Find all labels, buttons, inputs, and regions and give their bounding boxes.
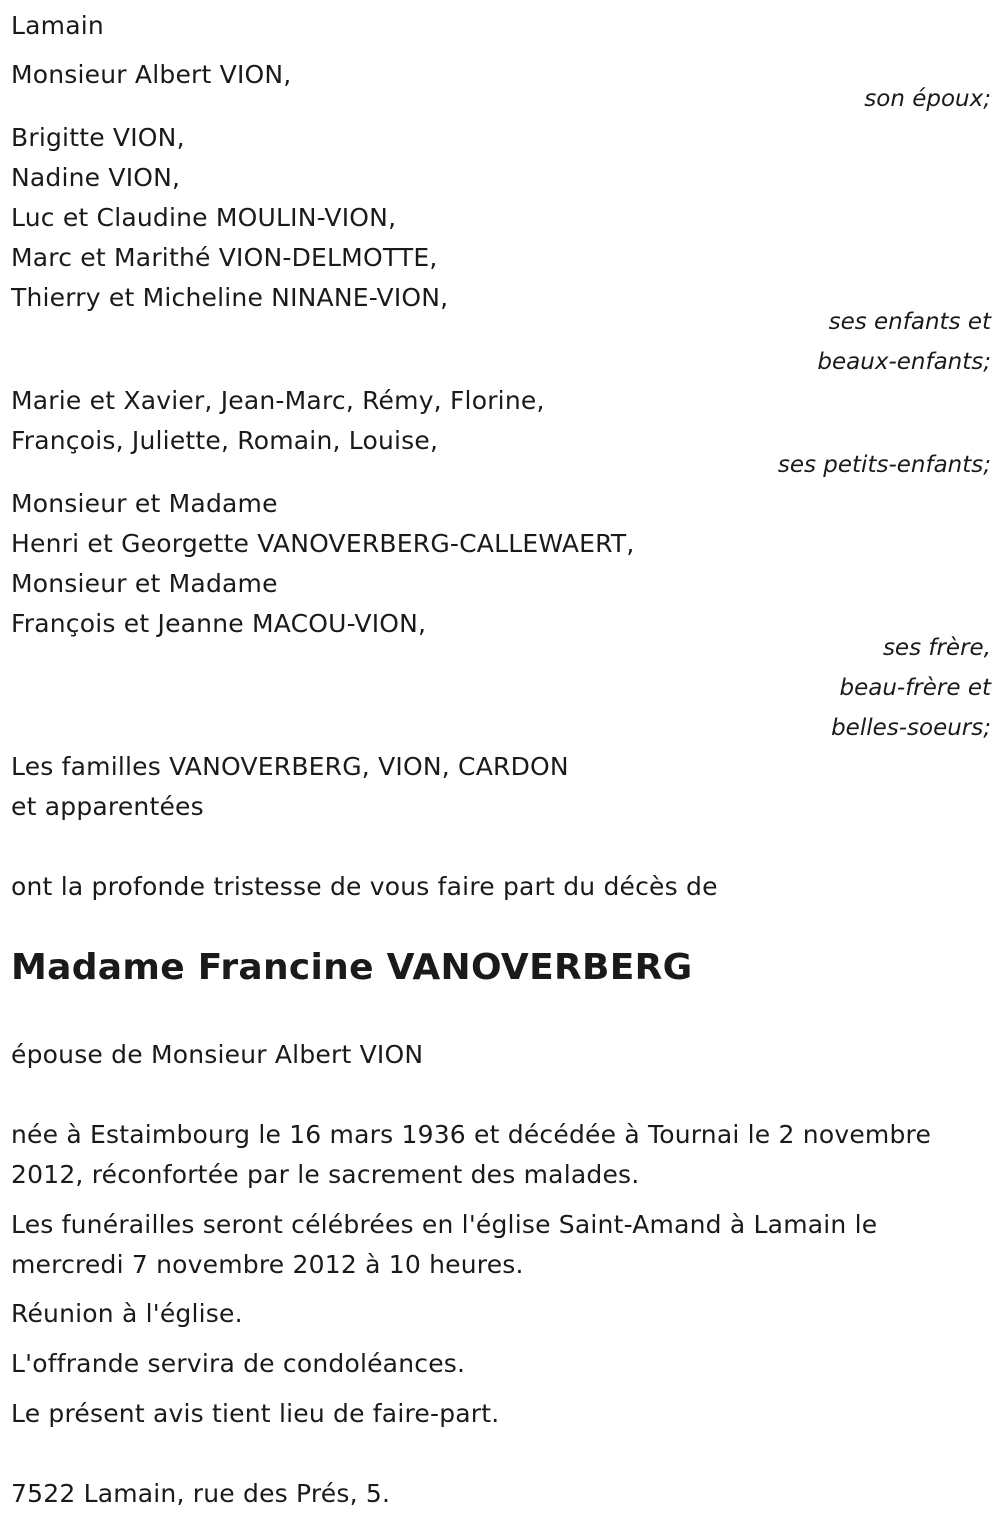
siblings-relation: ses frère,: [882, 635, 991, 661]
sibling-name: Henri et Georgette VANOVERBERG-CALLEWAERT,: [11, 529, 635, 558]
child-name: Luc et Claudine MOULIN-VION,: [11, 203, 397, 232]
deceased-name: Madame Francine VANOVERBERG: [11, 947, 693, 988]
grandchildren-names: Marie et Xavier, Jean-Marc, Rémy, Florine,: [11, 386, 545, 415]
children-relation: ses enfants et: [828, 309, 991, 335]
funeral-text: Les funérailles seront célébrées en l'église Saint-Amand à Lamain le mercredi 7 novembre 2012 à 10 heures.: [11, 1210, 878, 1279]
siblings-relation: beau-frère et: [839, 675, 991, 701]
spouse-name: Monsieur Albert VION,: [11, 60, 292, 89]
address-text: 7522 Lamain, rue des Prés, 5.: [11, 1479, 391, 1508]
child-name: Marc et Marithé VION-DELMOTTE,: [11, 243, 438, 272]
grandchildren-relation: ses petits-enfants;: [777, 452, 991, 478]
families-line: et apparentées: [11, 792, 204, 821]
meeting-text: Réunion à l'église.: [11, 1299, 243, 1328]
notice-text: Le présent avis tient lieu de faire-part.: [11, 1399, 500, 1428]
spouse-of-text: épouse de Monsieur Albert VION: [11, 1040, 424, 1069]
location-header: Lamain: [11, 11, 104, 40]
sibling-name: Monsieur et Madame: [11, 489, 278, 518]
sibling-name: François et Jeanne MACOU-VION,: [11, 609, 427, 638]
families-line: Les familles VANOVERBERG, VION, CARDON: [11, 752, 569, 781]
child-name: Brigitte VION,: [11, 123, 185, 152]
sibling-name: Monsieur et Madame: [11, 569, 278, 598]
child-name: Thierry et Micheline NINANE-VION,: [11, 283, 449, 312]
siblings-relation: belles-soeurs;: [831, 715, 991, 741]
birth-death-text: née à Estaimbourg le 16 mars 1936 et décédée à Tournai le 2 novembre 2012, réconfortée par le sacrement des malades.: [11, 1120, 932, 1189]
grandchildren-names: François, Juliette, Romain, Louise,: [11, 426, 439, 455]
children-relation: beaux-enfants;: [817, 349, 991, 375]
announcement-text: ont la profonde tristesse de vous faire part du décès de: [11, 872, 718, 901]
spouse-relation: son époux;: [864, 86, 991, 112]
offering-text: L'offrande servira de condoléances.: [11, 1349, 466, 1378]
child-name: Nadine VION,: [11, 163, 181, 192]
